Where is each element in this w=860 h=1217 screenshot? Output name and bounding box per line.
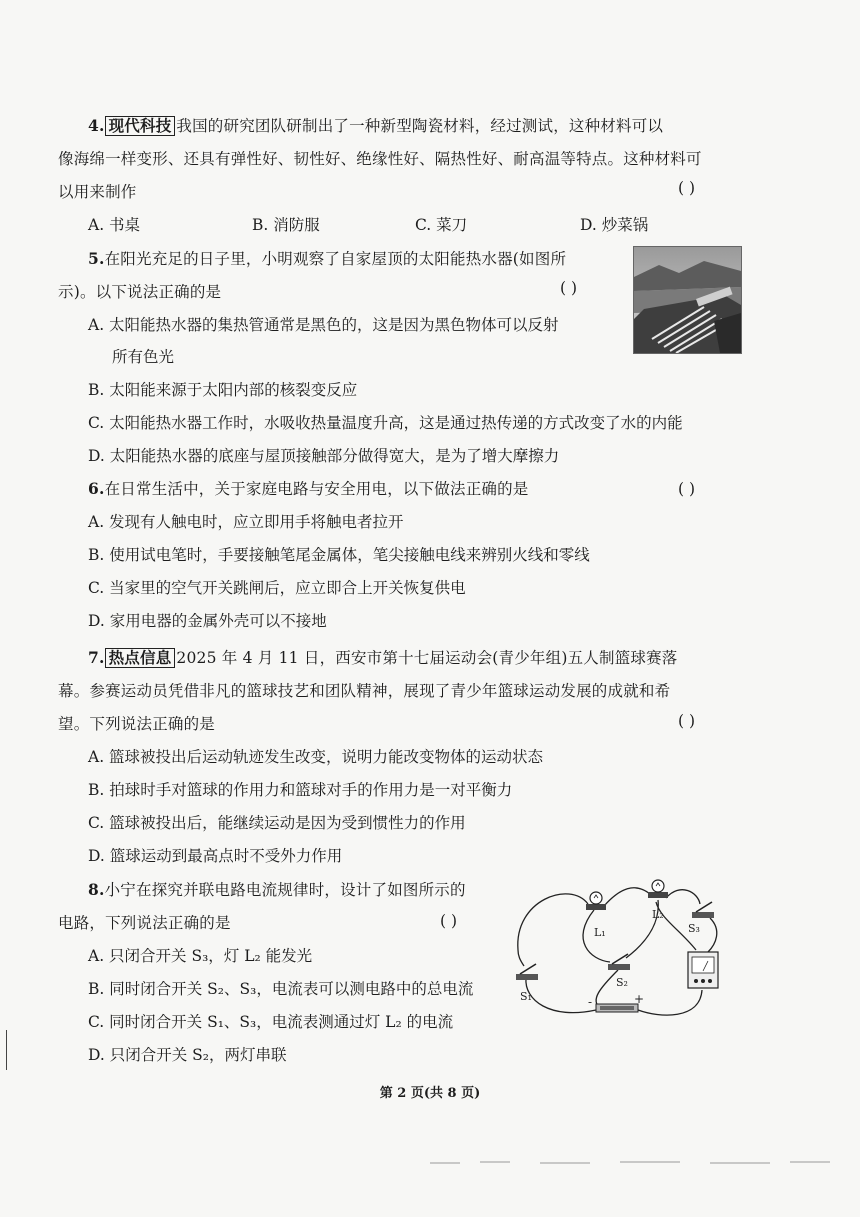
ammeter [688,952,718,988]
switch-s3 [692,902,714,918]
q4-line-1 [88,115,663,137]
q6-text-1: 在日常生活中，关于家庭电路与安全用电，以下做法正确的是 [104,480,529,498]
q8-option-a: A. 只闭合开关 S₃，灯 L₂ 能发光 [88,947,313,965]
q7-text-1: 2025 年 4 月 11 日，西安市第十七届运动会(青少年组)五人制篮球赛落 [176,649,678,667]
scan-margin-line [6,1030,7,1070]
wire-s3-ammeter [708,918,717,952]
wire-battery-s1 [526,978,596,1013]
q8-line-1 [88,879,466,901]
q7-number: 7. [88,648,105,667]
q5-option-c: C. 太阳能热水器工作时，水吸收热量温度升高，这是通过热传递的方式改变了水的内能 [88,414,683,432]
q8-line-2: 电路，下列说法正确的是 [58,914,231,932]
parallel-circuit-diagram [510,870,740,1030]
q4-line-2: 像海绵一样变形、还具有弹性好、韧性好、绝缘性好、隔热性好、耐高温等特点。这种材料可 [58,150,702,168]
q4-option-a: A. 书桌 [88,216,141,234]
wire-left-top [518,894,588,950]
wire-l1-l2 [604,888,650,906]
q4-answer-paren: ( ) [678,179,696,197]
q5-text-1: 在阳光充足的日子里，小明观察了自家屋顶的太阳能热水器(如图所 [104,250,567,268]
battery [596,1004,638,1012]
lamp-l2 [648,880,668,898]
q6-option-c: C. 当家里的空气开关跳闸后，应立即合上开关恢复供电 [88,579,466,597]
q5-option-a-cont: 所有色光 [112,348,175,366]
label-battery-minus: - [588,995,593,1009]
label-l2: L₂ [652,908,664,921]
q7-option-a: A. 篮球被投出后运动轨迹发生改变，说明力能改变物体的运动状态 [88,748,544,766]
q7-line-1 [88,647,677,669]
label-battery-plus: + [634,992,645,1006]
label-s3: S₃ [688,922,700,935]
q6-option-a: A. 发现有人触电时，应立即用手将触电者拉开 [88,513,404,531]
q8-number: 8. [88,880,105,899]
page-footer: 第 2 页(共 8 页) [379,1086,481,1101]
q7-option-d: D. 篮球运动到最高点时不受外力作用 [88,847,343,865]
q6-option-d: D. 家用电器的金属外壳可以不接地 [88,612,327,630]
lamp-l1 [586,892,606,910]
wire-s1-left [518,950,524,966]
q7-line-3: 望。下列说法正确的是 [58,715,216,733]
wire-l2-s3 [666,890,700,904]
q8-option-b: B. 同时闭合开关 S₂、S₃，电流表可以测电路中的总电流 [88,980,474,998]
q5-answer-paren: ( ) [560,279,578,297]
q5-line-1 [88,248,566,270]
switch-s2 [608,954,630,970]
q7-option-c: C. 篮球被投出后，能继续运动是因为受到惯性力的作用 [88,814,466,832]
q4-option-c: C. 菜刀 [415,216,468,234]
q4-line-3: 以用来制作 [58,183,137,201]
label-s1: S₁ [520,990,532,1003]
scan-artifact-marks [420,1158,840,1168]
q4-text-1: 我国的研究团队研制出了一种新型陶瓷材料，经过测试，这种材料可以 [176,117,664,135]
q7-option-b: B. 拍球时手对篮球的作用力和篮球对手的作用力是一对平衡力 [88,781,513,799]
q6-line-1 [88,478,529,500]
q4-tag: 现代科技 [105,116,176,136]
q7-line-2: 幕。参赛运动员凭借非凡的篮球技艺和团队精神，展现了青少年篮球运动发展的成就和希 [58,682,671,700]
q6-number: 6. [88,479,105,498]
q8-option-d: D. 只闭合开关 S₂，两灯串联 [88,1046,287,1064]
wire-ammeter-battery [638,990,702,1015]
q4-option-d: D. 炒菜锅 [580,216,649,234]
solar-water-heater-photo [633,246,742,354]
q5-number: 5. [88,249,105,268]
q7-answer-paren: ( ) [678,712,696,730]
q4-option-b: B. 消防服 [252,216,320,234]
q4-number: 4. [88,116,105,135]
q6-answer-paren: ( ) [678,480,696,498]
q7-tag: 热点信息 [105,648,176,668]
q5-line-2: 示)。以下说法正确的是 [58,283,222,301]
q8-answer-paren: ( ) [440,912,458,930]
q5-option-a: A. 太阳能热水器的集热管通常是黑色的，这是因为黑色物体可以反射 [88,316,559,334]
q5-option-b: B. 太阳能来源于太阳内部的核裂变反应 [88,381,358,399]
q6-option-b: B. 使用试电笔时，手要接触笔尾金属体，笔尖接触电线来辨别火线和零线 [88,546,590,564]
label-l1: L₁ [594,926,606,939]
q8-text-1: 小宁在探究并联电路电流规律时，设计了如图所示的 [104,881,466,899]
q8-option-c: C. 同时闭合开关 S₁、S₃，电流表测通过灯 L₂ 的电流 [88,1013,454,1031]
switch-s1 [516,964,538,980]
wire-s2-battery [596,970,618,1008]
q5-option-d: D. 太阳能热水器的底座与屋顶接触部分做得宽大，是为了增大摩擦力 [88,447,560,465]
label-s2: S₂ [616,976,628,989]
